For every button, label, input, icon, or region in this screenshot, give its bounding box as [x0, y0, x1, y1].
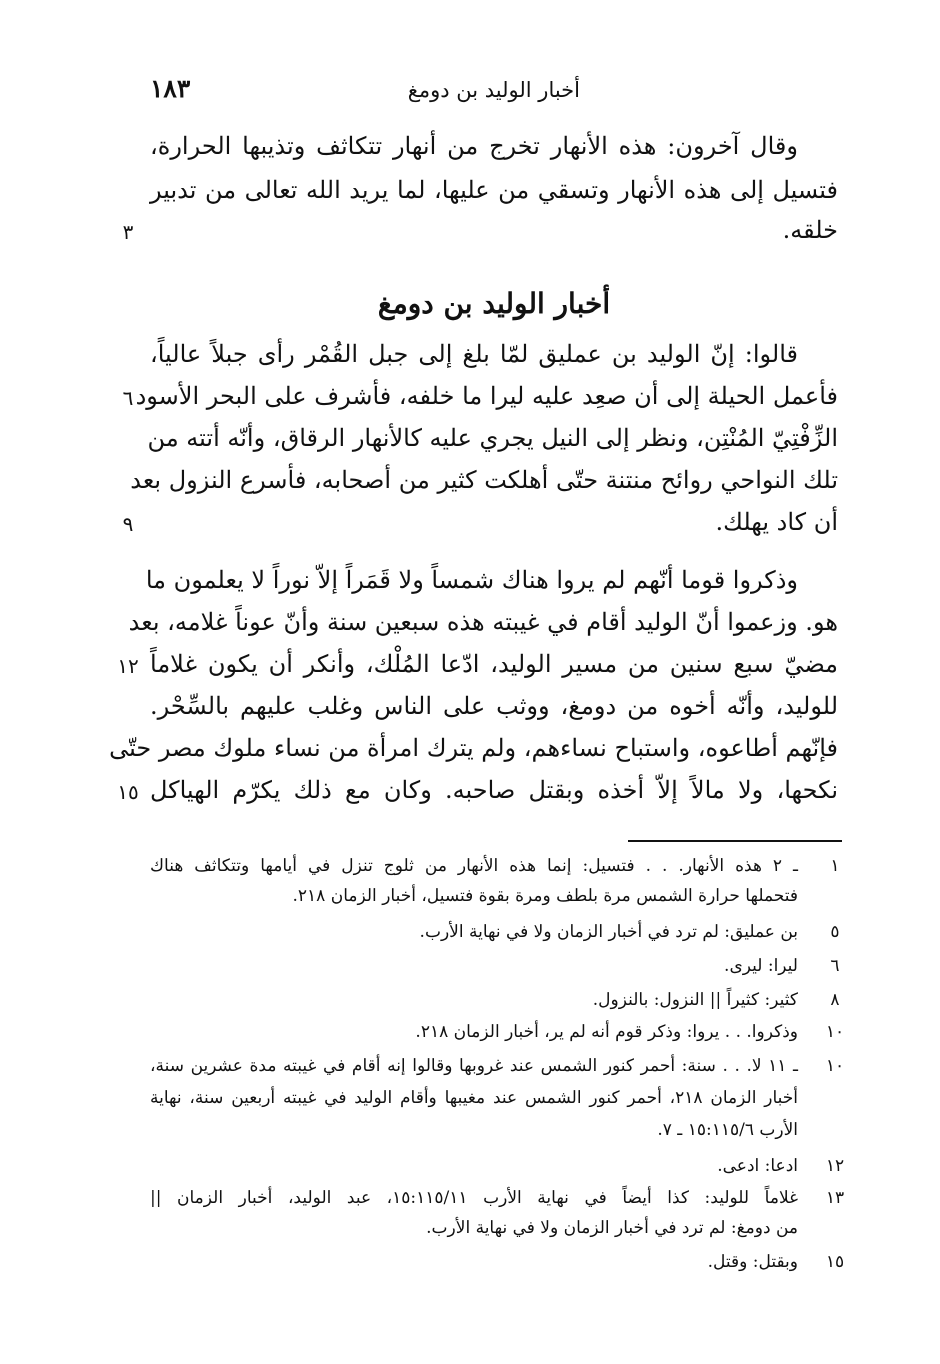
line-number: ١٢ [117, 654, 139, 678]
text-line: تلك النواحي روائح منتنة حتّى أهلكت كثير من أصحابه، فأسرع النزول بعد [130, 466, 838, 494]
footnote-number: ١ [830, 856, 840, 876]
footnote-line: فتحملها حرارة الشمس مرة بلطف ومرة بقوة فتسيل، أخبار الزمان ٢١٨. [292, 886, 798, 906]
footnote-line: ليرا: ليرى. [724, 956, 798, 976]
footnote-number: ٨ [830, 990, 840, 1010]
text-line: للوليد، وأنّه أخوه من دومغ، ووثب على الناس وغلب عليهم بالسِّحْر. [150, 692, 838, 720]
footnote-number: ١٣ [825, 1188, 845, 1208]
line-number: ١٥ [117, 780, 139, 804]
text-line: أن كاد يهلك. [715, 508, 838, 536]
footnote-line: أخبار الزمان ٢١٨، أحمر كنور الشمس عند مغيبها وأقام الوليد في غيبته أربعين سنة، نهاية [150, 1088, 798, 1108]
footnote-line: وبقتل: وقتل. [707, 1252, 798, 1272]
text-line: الزِّفْتِيّ المُنْتِن، ونظر إلى النيل يجري عليه كالأنهار الرقاق، وأنّه أتته من [147, 424, 838, 452]
text-line: مضيّ سبع سنين من مسير الوليد، ادّعا المُلْك، وأنكر أن يكون غلاماً [150, 650, 838, 678]
text-line: فإنّهم أطاعوه، واستباح نساءهم، ولم يترك امرأة من نساء ملوك مصر حتّى [109, 734, 838, 762]
footnote-line: ـ ١١ لا. . . سنة: أحمر كنور الشمس عند غروبها وقالوا إنه أقام في غيبته مدة عشرين سنة، [150, 1056, 798, 1076]
footnote-line: وذكروا. . . يروا: وذكر قوم أنه لم ير، أخبار الزمان ٢١٨. [415, 1022, 798, 1042]
text-line: وذكروا قوما أنّهم لم يروا هناك شمساً ولا قَمَراً إلاّ نوراً لا يعلمون ما [145, 566, 798, 594]
footnote-line: الأرب ١٥:١١٥/٦ ـ ٧. [657, 1120, 798, 1140]
text-line: خلقه. [782, 216, 838, 244]
text-line: فتسيل إلى هذه الأنهار وتسقي من عليها، لما يريد الله تعالى من تدبير [150, 176, 838, 204]
text-line: هو. وزعموا أنّ الوليد أقام في غيبته هذه سبعين سنة وأنّ عوناً غلامه، بعد [128, 608, 838, 636]
footnote-number: ٥ [830, 922, 840, 942]
text-line: نكحها، ولا مالاً إلاّ أخذه وبقتل صاحبه. وكان مع ذلك يكرّم الهياكل [150, 776, 839, 804]
text-line: فأعمل الحيلة إلى أن صعِد عليه ليرا ما خلفه، فأشرف على البحر الأسود [135, 382, 838, 410]
running-head [150, 74, 580, 110]
footnote-line: ـ ٢ هذه الأنهار. . . فتسيل: إنما هذه الأنهار من ثلوج تنزل في أيامها وتتكاثف هناك [150, 856, 798, 876]
footnote-number: ١٠ [825, 1056, 845, 1076]
line-number: ٩ [122, 512, 134, 536]
footnote-line: ادعا: ادعى. [717, 1156, 798, 1176]
line-number: ٦ [122, 386, 134, 410]
text-line: وقال آخرون: هذه الأنهار تخرج من أنهار تتكاثف وتذيبها الحرارة، [150, 132, 798, 160]
footnote-number: ١٠ [825, 1022, 845, 1042]
footnote-number: ٦ [830, 956, 840, 976]
section-heading: أخبار الوليد بن دومغ [377, 287, 611, 320]
footnote-line: من دومغ: لم ترد في أخبار الزمان ولا في نهاية الأرب. [426, 1218, 798, 1238]
line-number: ٣ [122, 220, 134, 244]
text-line: قالوا: إنّ الوليد بن عمليق لمّا بلغ إلى جبل القُمْر رأى جبلاً عالياً، [150, 340, 798, 368]
footnote-line: غلاماً للوليد: كذا أيضاً في نهاية الأرب ١٥:١١٥/١١، عبد الوليد، أخبار الزمان || [150, 1188, 798, 1208]
footnote-number: ١٢ [825, 1156, 845, 1176]
footnote-rule [628, 840, 842, 842]
footnote-line: كثير: كثيراً || النزول: بالنزول. [592, 990, 798, 1010]
footnote-number: ١٥ [825, 1252, 845, 1272]
page-number: ١٨٣ [150, 74, 191, 103]
footnote-line: بن عمليق: لم ترد في أخبار الزمان ولا في نهاية الأرب. [419, 922, 798, 942]
running-title: أخبار الوليد بن دومغ [407, 78, 580, 102]
